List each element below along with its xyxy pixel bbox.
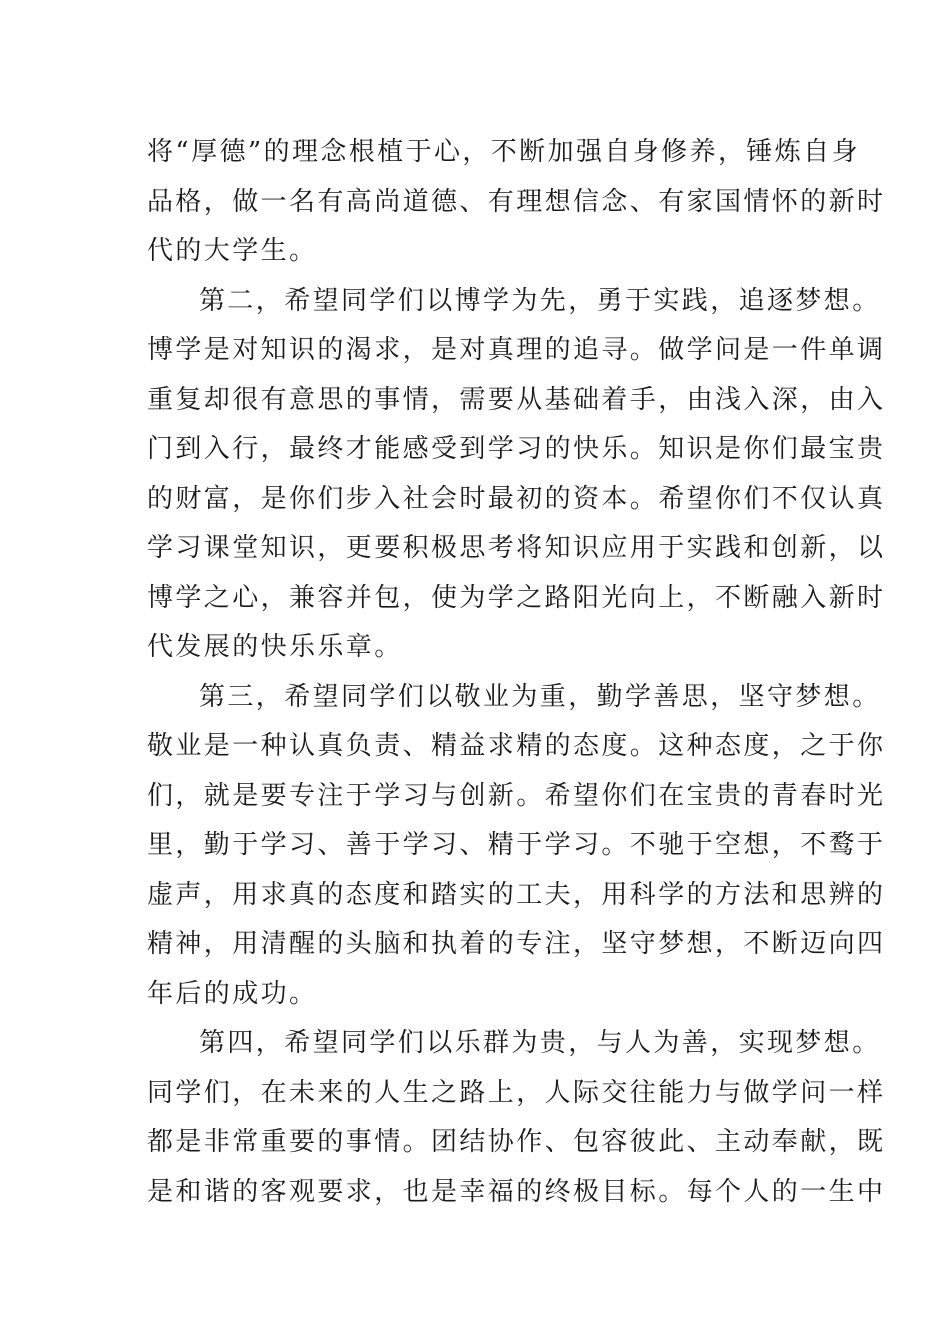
text-line: 虚声，用求真的态度和踏实的工夫，用科学的方法和思辨的	[147, 879, 886, 910]
text-line: 品格，做一名有高尚道德、有理想信念、有家国情怀的新时	[147, 186, 886, 217]
text-line: 们，就是要专注于学习与创新。希望你们在宝贵的青春时光	[147, 780, 886, 811]
text-line: 博学之心，兼容并包，使为学之路阳光向上，不断融入新时	[147, 582, 886, 613]
text-line: 敬业是一种认真负责、精益求精的态度。这种态度，之于你	[147, 731, 886, 761]
text-line: 年后的成功。	[147, 978, 318, 1009]
text-line: 第三，希望同学们以敬业为重，勤学善思，坚守梦想。	[199, 681, 881, 712]
text-line: 代发展的快乐乐章。	[147, 632, 403, 662]
text-line: 博学是对知识的渴求，是对真理的追寻。做学问是一件单调	[147, 335, 886, 365]
text-line: 重复却很有意思的事情，需要从基础着手，由浅入深，由入	[147, 384, 886, 415]
text-line: 精神，用清醒的头脑和执着的专注，坚守梦想，不断迈向四	[147, 929, 886, 959]
text-line: 第四，希望同学们以乐群为贵，与人为善，实现梦想。	[199, 1028, 881, 1058]
text-line: 是和谐的客观要求，也是幸福的终极目标。每个人的一生中	[147, 1176, 886, 1207]
paragraph	[147, 1019, 886, 1217]
text-line: 代的大学生。	[147, 236, 318, 266]
text-line: 都是非常重要的事情。团结协作、包容彼此、主动奉献，既	[147, 1127, 886, 1157]
text-line: 第二，希望同学们以博学为先，勇于实践，追逐梦想。	[199, 285, 881, 316]
paragraph	[147, 673, 886, 1020]
text-line: 门到入行，最终才能感受到学习的快乐。知识是你们最宝贵	[147, 434, 886, 464]
text-line: 里，勤于学习、善于学习、精于学习。不驰于空想，不鹜于	[147, 830, 886, 860]
document-body	[147, 128, 886, 1217]
paragraph	[147, 128, 886, 277]
text-line: 学习课堂知识，更要积极思考将知识应用于实践和创新，以	[147, 533, 886, 563]
text-line: 同学们，在未来的人生之路上，人际交往能力与做学问一样	[147, 1077, 886, 1108]
text-line: 的财富，是你们步入社会时最初的资本。希望你们不仅认真	[147, 483, 886, 514]
paragraph	[147, 277, 886, 673]
text-line: 将“厚德”的理念根植于心，不断加强自身修养，锤炼自身	[147, 137, 860, 167]
